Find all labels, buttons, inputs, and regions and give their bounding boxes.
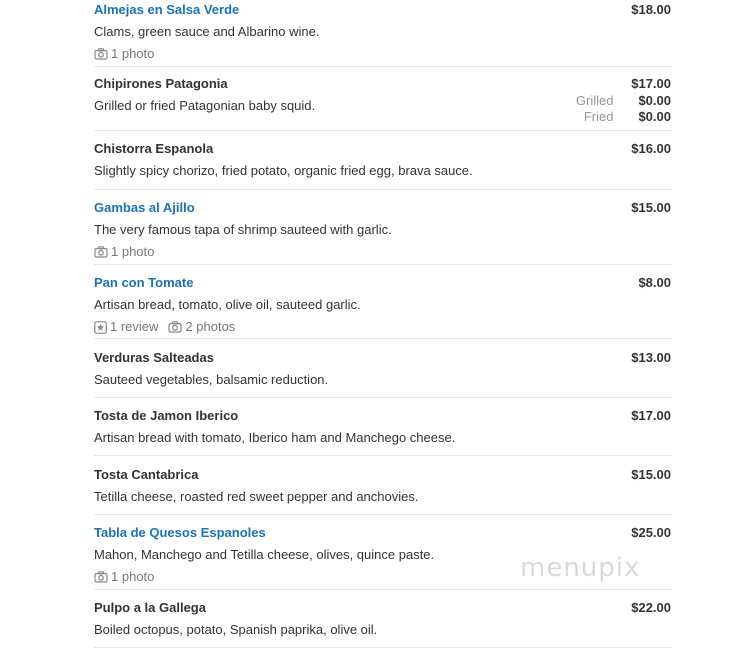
photos-count: 1 photo — [111, 46, 155, 61]
item-price: $15.00 — [631, 200, 671, 215]
photos-link[interactable] — [94, 244, 154, 260]
menu-item — [94, 141, 672, 190]
item-meta — [94, 46, 164, 62]
camera-icon — [94, 48, 108, 60]
item-name: Tosta de Jamon Iberico — [94, 408, 239, 423]
item-price: $17.00 — [631, 76, 671, 91]
item-name: Chistorra Espanola — [94, 141, 214, 156]
menu-item — [94, 76, 672, 131]
item-description: Tetilla cheese, roasted red sweet pepper and anchovies. — [94, 489, 419, 504]
item-description: Clams, green sauce and Albarino wine. — [94, 24, 320, 39]
star-review-icon — [94, 321, 107, 334]
menu-item — [94, 275, 672, 339]
camera-icon — [94, 246, 108, 258]
item-price: $13.00 — [631, 350, 671, 365]
item-description: Mahon, Manchego and Tetilla cheese, olives, quince paste. — [94, 547, 435, 562]
item-name: Tosta Cantabrica — [94, 467, 199, 482]
photos-link[interactable] — [94, 46, 154, 62]
item-price: $8.00 — [638, 275, 671, 290]
item-meta — [94, 569, 164, 585]
option-label: Grilled — [575, 93, 614, 108]
photos-count: 1 photo — [111, 244, 155, 259]
item-price: $15.00 — [631, 467, 671, 482]
menu-item — [94, 600, 672, 648]
item-price: $25.00 — [631, 525, 671, 540]
menu-item — [94, 467, 672, 515]
item-description: Artisan bread with tomato, Iberico ham and Manchego cheese. — [94, 430, 456, 445]
item-description: Boiled octopus, potato, Spanish paprika, olive oil. — [94, 622, 378, 637]
item-description: Sauteed vegetables, balsamic reduction. — [94, 372, 329, 387]
photos-link[interactable] — [94, 569, 154, 585]
item-name-link[interactable]: Pan con Tomate — [94, 275, 194, 290]
item-description: Artisan bread, tomato, olive oil, sauteed garlic. — [94, 297, 361, 312]
item-meta — [94, 319, 245, 335]
item-meta — [94, 244, 164, 260]
option-price: $0.00 — [638, 109, 671, 124]
menu-item — [94, 200, 672, 265]
item-description: The very famous tapa of shrimp sauteed with garlic. — [94, 222, 392, 237]
item-name-link[interactable]: Gambas al Ajillo — [94, 200, 195, 215]
option-price: $0.00 — [638, 93, 671, 108]
item-description: Slightly spicy chorizo, fried potato, organic fried egg, brava sauce. — [94, 163, 473, 178]
option-label: Fried — [583, 109, 614, 124]
item-name: Pulpo a la Gallega — [94, 600, 206, 615]
item-option-grilled — [576, 93, 671, 109]
item-name: Chipirones Patagonia — [94, 76, 228, 91]
item-price: $17.00 — [631, 408, 671, 423]
item-price: $18.00 — [631, 2, 671, 17]
item-price: $16.00 — [631, 141, 671, 156]
photos-count: 2 photos — [185, 319, 236, 334]
camera-icon — [168, 321, 182, 333]
menu-item — [94, 408, 672, 456]
menu-item — [94, 2, 672, 67]
reviews-link[interactable] — [94, 319, 158, 335]
item-price: $22.00 — [631, 600, 671, 615]
camera-icon — [94, 571, 108, 583]
photos-link[interactable] — [168, 319, 235, 335]
photos-count: 1 photo — [111, 569, 155, 584]
item-name: Verduras Salteadas — [94, 350, 214, 365]
item-option-fried — [584, 109, 671, 125]
item-description: Grilled or fried Patagonian baby squid. — [94, 98, 316, 113]
menupix-watermark: menupix — [520, 553, 641, 583]
reviews-count: 1 review — [110, 319, 159, 334]
menu-item — [94, 350, 672, 398]
item-name-link[interactable]: Tabla de Quesos Espanoles — [94, 525, 266, 540]
item-name-link[interactable]: Almejas en Salsa Verde — [94, 2, 240, 17]
